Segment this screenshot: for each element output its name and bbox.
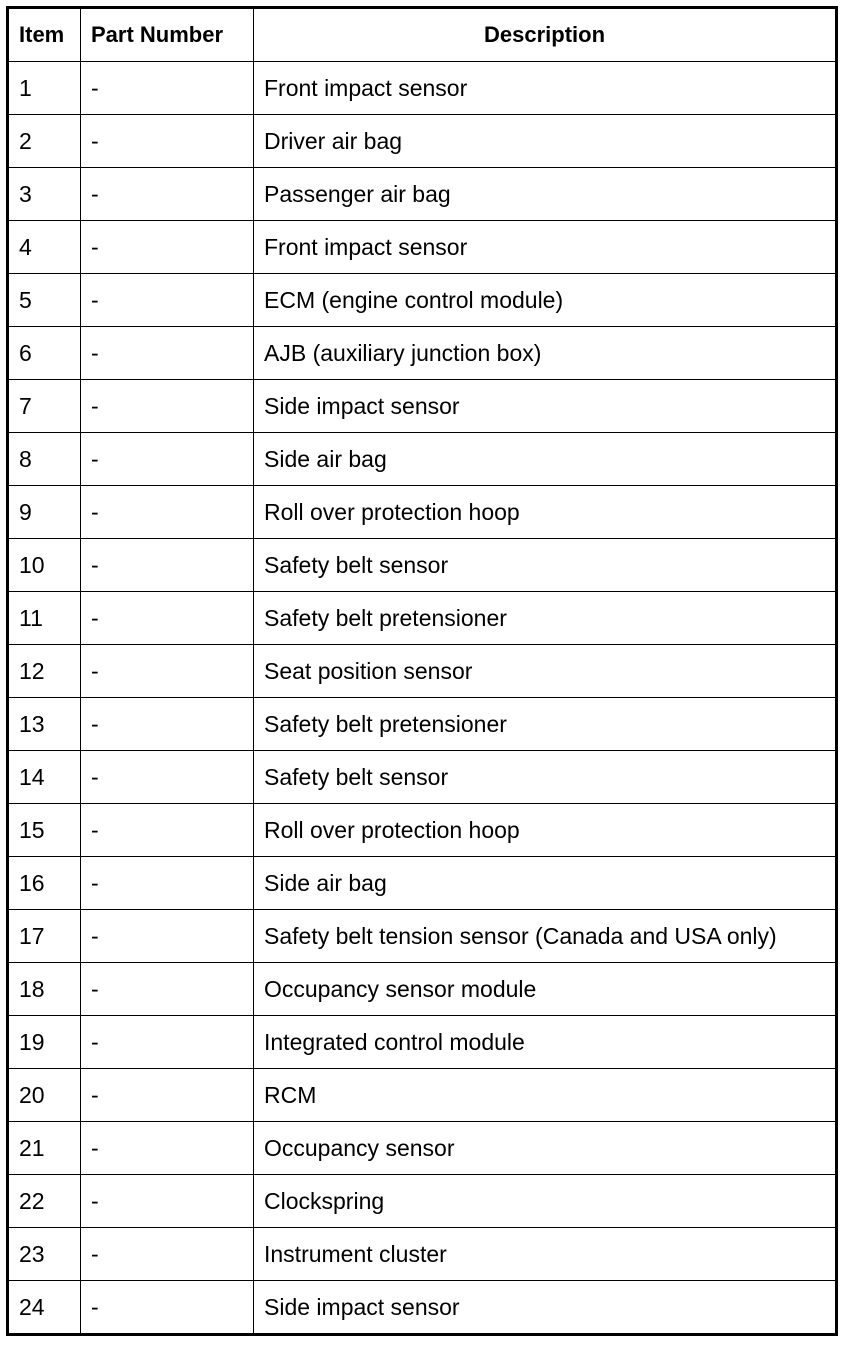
cell-description: Safety belt tension sensor (Canada and USA only) <box>254 910 837 963</box>
cell-description: Instrument cluster <box>254 1228 837 1281</box>
cell-part-number: - <box>81 1175 254 1228</box>
cell-item: 10 <box>8 539 81 592</box>
cell-part-number: - <box>81 1122 254 1175</box>
table-row <box>8 327 837 380</box>
cell-description: Safety belt sensor <box>254 539 837 592</box>
cell-part-number: - <box>81 433 254 486</box>
table-row <box>8 1281 837 1335</box>
cell-item: 19 <box>8 1016 81 1069</box>
cell-item: 4 <box>8 221 81 274</box>
table-row <box>8 1069 837 1122</box>
cell-part-number: - <box>81 115 254 168</box>
cell-part-number: - <box>81 1281 254 1335</box>
cell-part-number: - <box>81 910 254 963</box>
cell-item: 20 <box>8 1069 81 1122</box>
cell-item: 15 <box>8 804 81 857</box>
table-row <box>8 963 837 1016</box>
cell-description: Seat position sensor <box>254 645 837 698</box>
cell-part-number: - <box>81 751 254 804</box>
cell-part-number: - <box>81 645 254 698</box>
table-row <box>8 645 837 698</box>
cell-item: 11 <box>8 592 81 645</box>
cell-part-number: - <box>81 1069 254 1122</box>
cell-part-number: - <box>81 221 254 274</box>
cell-description: ECM (engine control module) <box>254 274 837 327</box>
table-row <box>8 380 837 433</box>
cell-description: Front impact sensor <box>254 62 837 115</box>
table-row <box>8 168 837 221</box>
cell-description: RCM <box>254 1069 837 1122</box>
cell-item: 5 <box>8 274 81 327</box>
cell-item: 1 <box>8 62 81 115</box>
cell-part-number: - <box>81 1228 254 1281</box>
table-row <box>8 698 837 751</box>
cell-item: 7 <box>8 380 81 433</box>
header-part-number: Part Number <box>81 8 254 62</box>
table-row <box>8 486 837 539</box>
header-item: Item <box>8 8 81 62</box>
cell-item: 22 <box>8 1175 81 1228</box>
cell-description: Side air bag <box>254 857 837 910</box>
table-body <box>8 62 837 1335</box>
cell-part-number: - <box>81 274 254 327</box>
table-row <box>8 857 837 910</box>
cell-item: 18 <box>8 963 81 1016</box>
cell-item: 8 <box>8 433 81 486</box>
table-row <box>8 1016 837 1069</box>
cell-item: 12 <box>8 645 81 698</box>
cell-description: Clockspring <box>254 1175 837 1228</box>
cell-part-number: - <box>81 62 254 115</box>
cell-part-number: - <box>81 963 254 1016</box>
cell-item: 21 <box>8 1122 81 1175</box>
table-row <box>8 592 837 645</box>
cell-item: 6 <box>8 327 81 380</box>
cell-description: AJB (auxiliary junction box) <box>254 327 837 380</box>
cell-description: Safety belt sensor <box>254 751 837 804</box>
cell-part-number: - <box>81 804 254 857</box>
cell-part-number: - <box>81 698 254 751</box>
cell-item: 17 <box>8 910 81 963</box>
cell-item: 16 <box>8 857 81 910</box>
table-row <box>8 539 837 592</box>
table-row <box>8 1122 837 1175</box>
cell-item: 9 <box>8 486 81 539</box>
cell-description: Safety belt pretensioner <box>254 592 837 645</box>
table-row <box>8 274 837 327</box>
table-row <box>8 804 837 857</box>
header-row <box>8 8 837 62</box>
cell-part-number: - <box>81 857 254 910</box>
parts-table-container <box>6 6 838 1336</box>
cell-description: Front impact sensor <box>254 221 837 274</box>
cell-description: Passenger air bag <box>254 168 837 221</box>
table-row <box>8 62 837 115</box>
table-header <box>8 8 837 62</box>
cell-part-number: - <box>81 539 254 592</box>
table-row <box>8 1175 837 1228</box>
table-row <box>8 433 837 486</box>
cell-description: Integrated control module <box>254 1016 837 1069</box>
table-row <box>8 751 837 804</box>
cell-description: Side impact sensor <box>254 1281 837 1335</box>
cell-description: Roll over protection hoop <box>254 486 837 539</box>
parts-table <box>6 6 838 1336</box>
cell-part-number: - <box>81 380 254 433</box>
header-description: Description <box>254 8 837 62</box>
cell-description: Roll over protection hoop <box>254 804 837 857</box>
cell-item: 24 <box>8 1281 81 1335</box>
cell-part-number: - <box>81 168 254 221</box>
cell-part-number: - <box>81 327 254 380</box>
cell-item: 2 <box>8 115 81 168</box>
cell-item: 23 <box>8 1228 81 1281</box>
table-row <box>8 1228 837 1281</box>
cell-part-number: - <box>81 1016 254 1069</box>
cell-description: Side air bag <box>254 433 837 486</box>
cell-description: Occupancy sensor module <box>254 963 837 1016</box>
cell-item: 13 <box>8 698 81 751</box>
cell-description: Driver air bag <box>254 115 837 168</box>
cell-part-number: - <box>81 592 254 645</box>
table-row <box>8 221 837 274</box>
cell-description: Side impact sensor <box>254 380 837 433</box>
cell-item: 14 <box>8 751 81 804</box>
cell-description: Occupancy sensor <box>254 1122 837 1175</box>
cell-description: Safety belt pretensioner <box>254 698 837 751</box>
table-row <box>8 910 837 963</box>
cell-item: 3 <box>8 168 81 221</box>
cell-part-number: - <box>81 486 254 539</box>
table-row <box>8 115 837 168</box>
